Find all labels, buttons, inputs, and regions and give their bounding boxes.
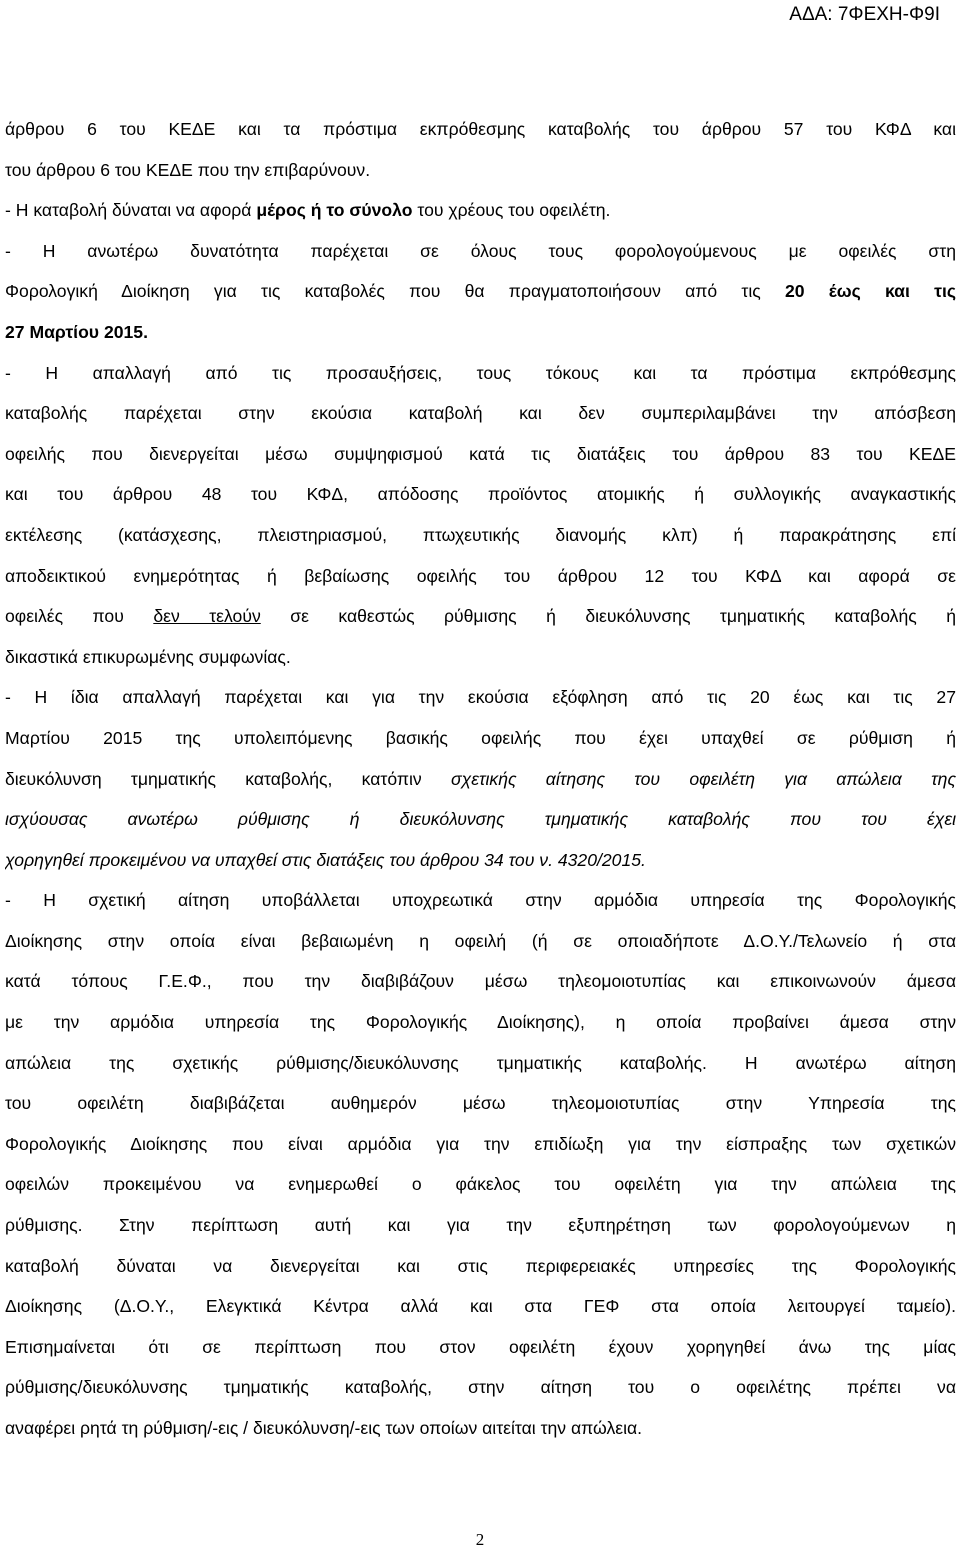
bold-text: 20 έως και τις [784,281,956,302]
text-line [5,1408,956,1449]
text-line [5,1246,956,1287]
text-span: του οφειλέτη διαβιβάζεται αυθημερόν μέσω τηλεομοιοτυπίας στην Υπηρεσία της [5,1093,956,1114]
text-span: αποδεικτικού ενημερότητας ή βεβαίωσης οφειλής του άρθρου 12 του ΚΦΔ και αφορά σε [5,565,956,586]
text-line [5,109,956,150]
text-line [5,150,956,191]
text-span: οφειλών προκειμένου να ενημερωθεί ο φάκελος του οφειλέτη για την απώλεια της [5,1174,956,1195]
document-body [5,109,956,1449]
text-line [5,1043,956,1084]
text-line [5,393,956,434]
text-line [5,1286,956,1327]
ada-code: ΑΔΑ: 7ΦΕΧΗ-Φ9Ι [789,4,940,25]
text-span: - Η ίδια απαλλαγή παρέχεται και για την εκούσια εξόφληση από τις 20 έως και τις 27 [5,687,956,708]
text-span: σε καθεστώς ρύθμισης ή διευκόλυνσης τμηματικής καταβολής ή [260,606,956,627]
text-span: - Η καταβολή δύναται να αφορά [5,200,257,221]
bold-text: μέρος ή το σύνολο [256,200,413,221]
text-line [5,1124,956,1165]
text-line [5,961,956,1002]
text-line [5,921,956,962]
text-span: - Η ανωτέρω δυνατότητα παρέχεται σε όλους τους φορολογούμενους με οφειλές στη [5,240,956,261]
text-span: και του άρθρου 48 του ΚΦΔ, απόδοσης προϊόντος ατομικής ή συλλογικής αναγκαστικής [5,484,956,505]
underlined-text: δεν τελούν [153,606,261,627]
text-line [5,474,956,515]
text-span: Μαρτίου 2015 της υπολειπόμενης βασικής οφειλής που έχει υπαχθεί σε ρύθμιση ή [5,727,956,748]
text-line [5,1002,956,1043]
text-span: οφειλής που διενεργείται μέσω συμψηφισμού κατά τις διατάξεις του άρθρου 83 του ΚΕΔΕ [5,443,956,464]
text-span: απώλεια της σχετικής ρύθμισης/διευκόλυνσης τμηματικής καταβολής. Η ανωτέρω αίτηση [5,1052,956,1073]
text-line [5,677,956,718]
italic-text: σχετικής αίτησης του οφειλέτη για απώλεια της [451,768,956,789]
text-line [5,556,956,597]
text-line [5,353,956,394]
text-line [5,759,956,800]
text-line [5,718,956,759]
text-span: δικαστικά επικυρωμένης συμφωνίας. [5,646,291,667]
text-span: ρύθμισης. Στην περίπτωση αυτή και για την εξυπηρέτηση των φορολογούμενων η [5,1215,956,1236]
text-span: - Η σχετική αίτηση υποβάλλεται υποχρεωτικά στην αρμόδια υπηρεσία της Φορολογικής [5,890,956,911]
text-line [5,1083,956,1124]
text-line [5,515,956,556]
text-line [5,840,956,881]
text-span: αναφέρει ρητά τη ρύθμιση/-εις / διευκόλυνση/-εις των οποίων αιτείται την απώλεια. [5,1418,643,1438]
text-line [5,231,956,272]
text-line [5,1164,956,1205]
text-line [5,637,956,678]
text-span: ρύθμισης/διευκόλυνσης τμηματικής καταβολής, στην αίτηση του ο οφειλέτης πρέπει να [5,1377,956,1398]
text-span: καταβολής παρέχεται στην εκούσια καταβολή και δεν συμπεριλαμβάνει την απόσβεση [5,403,956,424]
text-span: άρθρου 6 του ΚΕΔΕ και τα πρόστιμα εκπρόθεσμης καταβολής του άρθρου 57 του ΚΦΔ και [5,119,956,139]
text-span: Φορολογικής Διοίκησης που είναι αρμόδια για την επιδίωξη για την είσπραξης των σχετικών [5,1133,956,1154]
text-line [5,271,956,312]
text-span: του άρθρου 6 του ΚΕΔΕ που την επιβαρύνουν. [5,159,371,180]
text-span: κατά τόπους Γ.Ε.Φ., που την διαβιβάζουν μέσω τηλεομοιοτυπίας και επικοινωνούν άμεσα [5,971,956,992]
text-line [5,1205,956,1246]
text-span: - Η απαλλαγή από τις προσαυξήσεις, τους τόκους και τα πρόστιμα εκπρόθεσμης [5,362,956,383]
text-line [5,1327,956,1368]
text-line [5,190,956,231]
text-span: Επισημαίνεται ότι σε περίπτωση που στον οφειλέτη έχουν χορηγηθεί άνω της μίας [5,1336,956,1357]
text-line [5,596,956,637]
italic-text: χορηγηθεί προκειμένου να υπαχθεί στις διατάξεις του άρθρου 34 του ν. 4320/2015. [5,849,646,870]
text-line [5,880,956,921]
text-line [5,312,956,353]
text-span: διευκόλυνση τμηματικής καταβολής, κατόπιν [5,768,451,789]
text-line [5,799,956,840]
text-span: Φορολογική Διοίκηση για τις καταβολές που θα πραγματοποιήσουν από τις [5,281,785,302]
bold-text: 27 Μαρτίου 2015. [5,321,148,342]
text-span: Διοίκησης (Δ.Ο.Υ., Ελεγκτικά Κέντρα αλλά και στα ΓΕΦ στα οποία λειτουργεί ταμείο). [5,1296,956,1317]
italic-text: ισχύουσας ανωτέρω ρύθμισης ή διευκόλυνσης τμηματικής καταβολής που του έχει [5,809,956,830]
text-line [5,434,956,475]
text-span: Διοίκησης στην οποία είναι βεβαιωμένη η οφειλή (ή σε οποιαδήποτε Δ.Ο.Υ./Τελωνείο ή στα [5,930,956,951]
text-span: του χρέους του οφειλέτη. [412,200,611,221]
text-span: οφειλές που [5,606,154,627]
text-line [5,1367,956,1408]
text-span: καταβολή δύναται να διενεργείται και στις περιφερειακές υπηρεσίες της Φορολογικής [5,1255,956,1276]
page-number: 2 [475,1530,485,1549]
text-span: εκτέλεσης (κατάσχεσης, πλειστηριασμού, πτωχευτικής διανομής κλπ) ή παρακράτησης επί [5,524,956,545]
text-span: με την αρμόδια υπηρεσία της Φορολογικής Διοίκησης), η οποία προβαίνει άμεσα στην [5,1012,956,1033]
